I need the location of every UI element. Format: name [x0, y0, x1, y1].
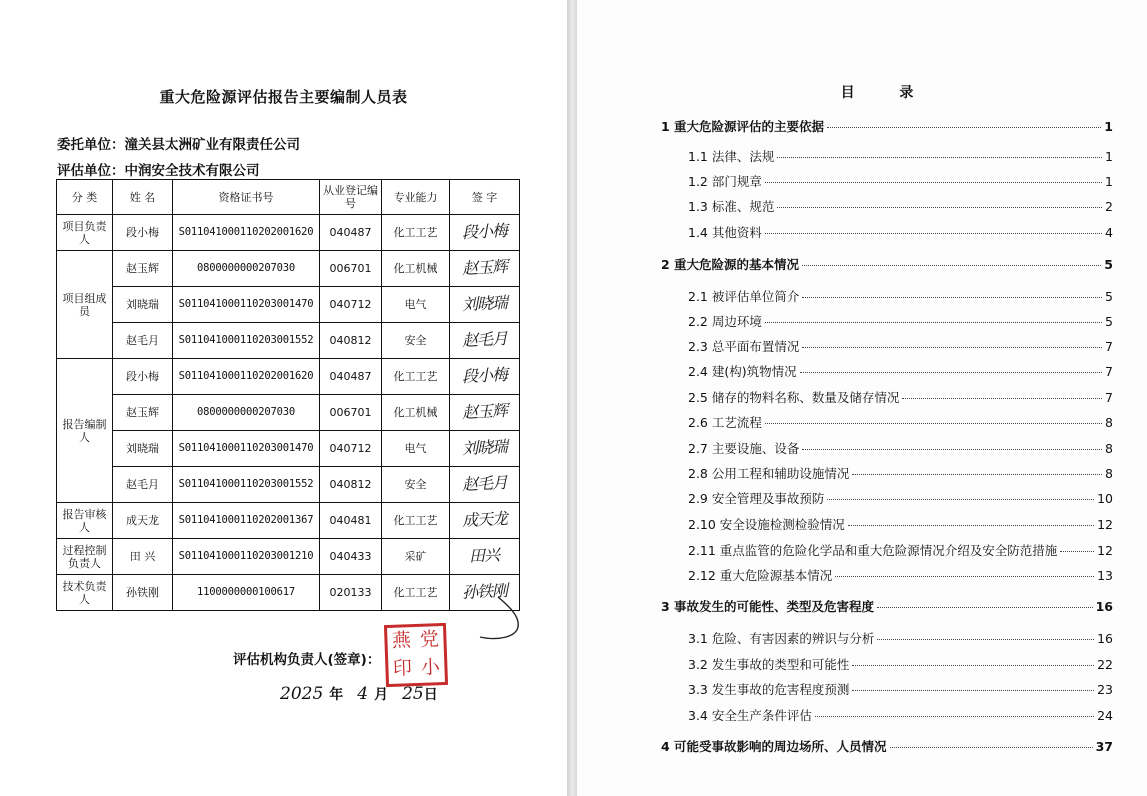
name-cell: 赵毛月 — [113, 323, 173, 359]
name-cell: 成天龙 — [113, 503, 173, 539]
reg-cell: 020133 — [320, 575, 382, 611]
reg-cell: 040487 — [320, 359, 382, 395]
toc-section-entry[interactable] — [688, 413, 1113, 431]
toc-section-entry[interactable] — [688, 147, 1113, 165]
toc-entry-title: 2.10 安全设施检测检验情况 — [688, 517, 845, 532]
cert-cell: S011041000110203001470 — [173, 287, 320, 323]
date-day-label: 日 — [423, 687, 438, 703]
toc-dot-leader — [777, 157, 1102, 158]
name-cell: 刘晓瑞 — [113, 431, 173, 467]
toc-section-entry[interactable] — [688, 541, 1113, 559]
toc-entry-title: 2.7 主要设施、设备 — [688, 441, 800, 456]
handwritten-signature: 田兴 — [469, 545, 500, 566]
cert-cell: S011041000110202001620 — [173, 359, 320, 395]
cert-cell: 0800000000207030 — [173, 251, 320, 287]
skill-cell: 电气 — [382, 431, 450, 467]
signature-cell — [450, 467, 520, 503]
toc-dot-leader — [815, 716, 1094, 717]
name-cell: 赵玉辉 — [113, 251, 173, 287]
toc-section-entry[interactable] — [688, 172, 1113, 190]
name-cell: 孙铁刚 — [113, 575, 173, 611]
toc-page-number: 5 — [1105, 289, 1113, 304]
table-row — [57, 287, 520, 323]
signature-cell — [450, 539, 520, 575]
toc-dot-leader — [852, 474, 1102, 475]
cert-cell: S011041000110203001552 — [173, 467, 320, 503]
toc-section-entry[interactable] — [688, 362, 1113, 380]
toc-dot-leader — [802, 449, 1102, 450]
page-gutter — [567, 0, 577, 796]
toc-section-entry[interactable] — [688, 515, 1113, 533]
name-cell: 田 兴 — [113, 539, 173, 575]
toc-section-entry[interactable] — [688, 629, 1113, 647]
cert-cell: S011041000110203001210 — [173, 539, 320, 575]
toc-entry-title: 4 可能受事故影响的周边场所、人员情况 — [661, 739, 887, 754]
signature-flourish — [458, 595, 528, 643]
toc-entry-title: 3.4 安全生产条件评估 — [688, 708, 812, 723]
toc-dot-leader — [802, 347, 1102, 348]
toc-page-number: 23 — [1097, 682, 1113, 697]
toc-page-number: 8 — [1105, 466, 1113, 481]
toc-section-entry[interactable] — [688, 312, 1113, 330]
signature-cell — [450, 503, 520, 539]
toc-dot-leader — [848, 525, 1094, 526]
toc-page-number: 5 — [1105, 314, 1113, 329]
skill-cell: 化工工艺 — [382, 359, 450, 395]
skill-cell: 电气 — [382, 287, 450, 323]
toc-page-number: 8 — [1105, 441, 1113, 456]
toc-entry-title: 3.1 危险、有害因素的辨识与分析 — [688, 631, 875, 646]
toc-page-number: 7 — [1105, 390, 1113, 405]
toc-section-entry[interactable] — [688, 706, 1113, 724]
column-header: 资格证书号 — [173, 180, 320, 215]
cert-cell: S011041000110203001470 — [173, 431, 320, 467]
toc-entry-title: 2.1 被评估单位简介 — [688, 289, 800, 304]
skill-cell: 化工工艺 — [382, 503, 450, 539]
skill-cell: 安全 — [382, 323, 450, 359]
signature-cell — [450, 215, 520, 251]
toc-page-number: 1 — [1105, 174, 1113, 189]
toc-entry-title: 2.11 重点监管的危险化学品和重大危险源情况介绍及安全防范措施 — [688, 543, 1058, 558]
toc-page-number: 7 — [1105, 339, 1113, 354]
toc-page-number: 12 — [1097, 543, 1113, 558]
name-cell: 赵玉辉 — [113, 395, 173, 431]
left-page — [0, 0, 567, 796]
toc-page-number: 16 — [1097, 631, 1113, 646]
handwritten-signature: 刘晓瑞 — [461, 292, 508, 315]
toc-entry-title: 3 事故发生的可能性、类型及危害程度 — [661, 599, 875, 614]
skill-cell: 安全 — [382, 467, 450, 503]
toc-section-entry[interactable] — [688, 223, 1113, 241]
cert-cell: 1100000000100617 — [173, 575, 320, 611]
name-cell: 段小梅 — [113, 359, 173, 395]
toc-section-entry[interactable] — [688, 287, 1113, 305]
reg-cell: 040712 — [320, 287, 382, 323]
toc-chapter-entry[interactable] — [661, 255, 1113, 273]
toc-entry-title: 3.2 发生事故的类型和可能性 — [688, 657, 850, 672]
cert-cell: 0800000000207030 — [173, 395, 320, 431]
toc-chapter-entry[interactable] — [661, 117, 1113, 135]
date-year: 2025 — [280, 684, 324, 704]
toc-entry-title: 1.1 法律、法规 — [688, 149, 775, 164]
category-cell: 项目组成员 — [57, 251, 113, 359]
handwritten-signature: 赵玉辉 — [461, 400, 508, 423]
toc-dot-leader — [877, 639, 1094, 640]
table-row — [57, 467, 520, 503]
seal-char: 党 — [419, 628, 440, 651]
table-row — [57, 395, 520, 431]
handwritten-signature: 成天龙 — [461, 508, 508, 531]
toc-page-number: 8 — [1105, 415, 1113, 430]
reg-cell: 040712 — [320, 431, 382, 467]
reg-cell: 006701 — [320, 395, 382, 431]
skill-cell: 化工工艺 — [382, 575, 450, 611]
toc-section-entry[interactable] — [688, 566, 1113, 584]
table-row — [57, 251, 520, 287]
handwritten-signature: 赵毛月 — [461, 328, 508, 351]
table-row — [57, 503, 520, 539]
toc-chapter-entry[interactable] — [661, 737, 1113, 755]
toc-dot-leader — [827, 127, 1101, 128]
toc-dot-leader — [827, 499, 1094, 500]
toc-page-number: 13 — [1097, 568, 1113, 583]
toc-page-number: 2 — [1105, 199, 1113, 214]
signature-cell — [450, 251, 520, 287]
toc-dot-leader — [852, 690, 1094, 691]
toc-entry-title: 2.4 建(构)筑物情况 — [688, 364, 797, 379]
cert-cell: S011041000110202001367 — [173, 503, 320, 539]
signature-cell — [450, 431, 520, 467]
table-row — [57, 215, 520, 251]
seal-char: 印 — [392, 657, 413, 680]
seal-char: 小 — [420, 656, 441, 679]
handwritten-signature: 赵毛月 — [461, 472, 508, 495]
toc-section-entry[interactable] — [688, 680, 1113, 698]
toc-page-number: 4 — [1105, 225, 1113, 240]
toc-section-entry[interactable] — [688, 197, 1113, 215]
table-row — [57, 359, 520, 395]
client-unit: 委托单位：潼关县太洲矿业有限责任公司 — [57, 137, 300, 153]
toc-dot-leader — [765, 233, 1102, 234]
toc-page-number: 1 — [1104, 119, 1113, 134]
official-seal — [384, 623, 448, 687]
toc-dot-leader — [902, 398, 1102, 399]
toc-page-number: 7 — [1105, 364, 1113, 379]
handwritten-signature: 段小梅 — [461, 364, 508, 387]
assessor-unit: 评估单位：中润安全技术有限公司 — [57, 163, 260, 179]
toc-page-number: 5 — [1104, 257, 1113, 272]
responsible-label: 评估机构负责人(签章)： — [233, 652, 381, 668]
toc-entry-title: 2.8 公用工程和辅助设施情况 — [688, 466, 850, 481]
toc-dot-leader — [802, 297, 1102, 298]
toc-entry-title: 2 重大危险源的基本情况 — [661, 257, 800, 272]
reg-cell: 040812 — [320, 467, 382, 503]
staff-table — [56, 179, 520, 611]
handwritten-signature: 孙铁刚 — [461, 580, 508, 603]
toc-entry-title: 3.3 发生事故的危害程度预测 — [688, 682, 850, 697]
toc-page-number: 10 — [1097, 491, 1113, 506]
column-header: 从业登记编号 — [320, 180, 382, 215]
toc-dot-leader — [765, 423, 1102, 424]
toc-chapter-entry[interactable] — [661, 597, 1113, 615]
toc-dot-leader — [890, 747, 1093, 748]
skill-cell: 采矿 — [382, 539, 450, 575]
table-row — [57, 575, 520, 611]
toc-entry-title: 1.2 部门规章 — [688, 174, 762, 189]
toc-page-number: 1 — [1105, 149, 1113, 164]
toc-dot-leader — [1060, 551, 1094, 552]
reg-cell: 040481 — [320, 503, 382, 539]
toc-dot-leader — [877, 607, 1093, 608]
toc-section-entry[interactable] — [688, 655, 1113, 673]
handwritten-signature: 刘晓瑞 — [461, 436, 508, 459]
category-cell: 报告编制人 — [57, 359, 113, 503]
category-cell: 报告审核人 — [57, 503, 113, 539]
toc-page-number: 24 — [1097, 708, 1113, 723]
column-header: 姓 名 — [113, 180, 173, 215]
skill-cell: 化工工艺 — [382, 215, 450, 251]
toc-entry-title: 2.5 储存的物料名称、数量及储存情况 — [688, 390, 900, 405]
category-cell: 技术负责人 — [57, 575, 113, 611]
toc-entry-title: 1.4 其他资料 — [688, 225, 762, 240]
toc-dot-leader — [852, 665, 1094, 666]
toc-entry-title: 2.3 总平面布置情况 — [688, 339, 800, 354]
cert-cell: S011041000110203001552 — [173, 323, 320, 359]
table-row — [57, 323, 520, 359]
table-header-row — [57, 180, 520, 215]
handwritten-signature: 段小梅 — [461, 220, 508, 243]
name-cell: 段小梅 — [113, 215, 173, 251]
date-year-label: 年 — [329, 687, 344, 703]
seal-char: 燕 — [391, 629, 412, 652]
toc-entry-title: 2.6 工艺流程 — [688, 415, 762, 430]
toc-dot-leader — [835, 576, 1094, 577]
page-title: 重大危险源评估报告主要编制人员表 — [159, 88, 408, 106]
reg-cell: 006701 — [320, 251, 382, 287]
toc-dot-leader — [800, 372, 1102, 373]
name-cell: 刘晓瑞 — [113, 287, 173, 323]
toc-dot-leader — [765, 322, 1102, 323]
handwritten-signature: 赵玉辉 — [461, 256, 508, 279]
toc-page-number: 37 — [1095, 739, 1113, 754]
reg-cell: 040812 — [320, 323, 382, 359]
date-month: 4 — [357, 684, 369, 704]
toc-entry-title: 1.3 标准、规范 — [688, 199, 775, 214]
toc-page-number: 16 — [1095, 599, 1113, 614]
category-cell: 过程控制负责人 — [57, 539, 113, 575]
date-month-label: 月 — [374, 687, 389, 703]
toc-entry-title: 2.12 重大危险源基本情况 — [688, 568, 833, 583]
column-header: 签 字 — [450, 180, 520, 215]
table-row — [57, 431, 520, 467]
category-cell: 项目负责人 — [57, 215, 113, 251]
column-header: 专业能力 — [382, 180, 450, 215]
toc-dot-leader — [777, 207, 1102, 208]
toc-section-entry[interactable] — [688, 337, 1113, 355]
skill-cell: 化工机械 — [382, 395, 450, 431]
reg-cell: 040487 — [320, 215, 382, 251]
cert-cell: S011041000110202001620 — [173, 215, 320, 251]
signature-cell — [450, 287, 520, 323]
date-day: 25 — [402, 684, 424, 704]
reg-cell: 040433 — [320, 539, 382, 575]
toc-entry-title: 1 重大危险源评估的主要依据 — [661, 119, 825, 134]
toc-section-entry[interactable] — [688, 489, 1113, 507]
table-row — [57, 539, 520, 575]
skill-cell: 化工机械 — [382, 251, 450, 287]
toc-page-number: 12 — [1097, 517, 1113, 532]
signature-cell — [450, 395, 520, 431]
toc-entry-title: 2.9 安全管理及事故预防 — [688, 491, 825, 506]
signature-cell — [450, 323, 520, 359]
sign-date — [280, 684, 438, 704]
signature-cell — [450, 359, 520, 395]
toc-section-entry[interactable] — [688, 439, 1113, 457]
name-cell: 赵毛月 — [113, 467, 173, 503]
toc-dot-leader — [802, 265, 1101, 266]
toc-title: 目 录 — [840, 85, 934, 101]
toc-dot-leader — [765, 182, 1102, 183]
toc-page-number: 22 — [1097, 657, 1113, 672]
toc-section-entry[interactable] — [688, 464, 1113, 482]
toc-section-entry[interactable] — [688, 388, 1113, 406]
column-header: 分 类 — [57, 180, 113, 215]
toc-entry-title: 2.2 周边环境 — [688, 314, 762, 329]
